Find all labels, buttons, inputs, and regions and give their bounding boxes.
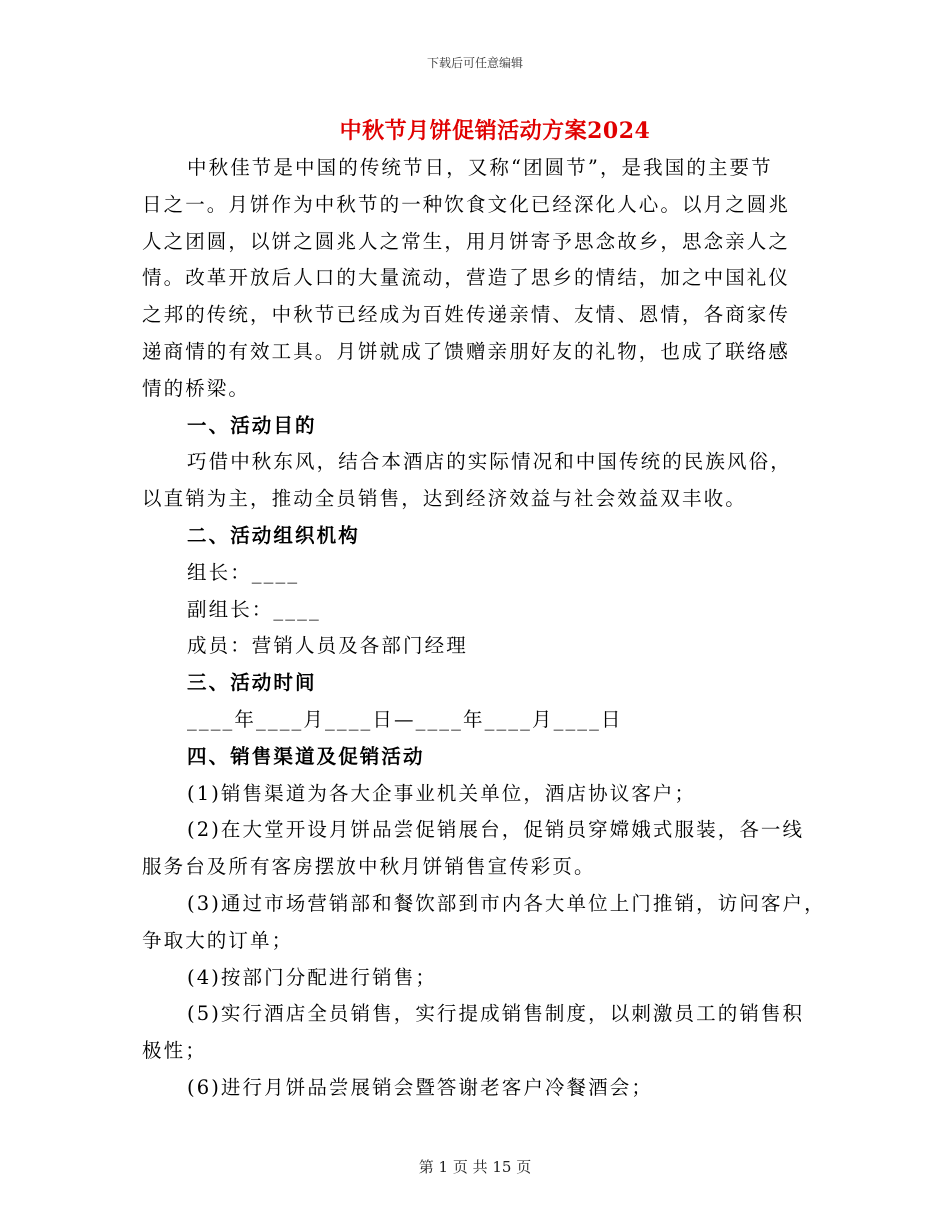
intro-line: 情。改革开放后人口的大量流动，营造了思乡的情结，加之中国礼仪 (142, 266, 791, 290)
leader-line: 组长：____ (187, 560, 300, 584)
section-heading: 三、活动时间 (187, 671, 317, 695)
section-line: 以直销为主，推动全员销售，达到经济效益与社会效益双丰收。 (142, 487, 747, 511)
list-item: (4)按部门分配进行销售； (187, 965, 437, 989)
list-item: (2)在大堂开设月饼品尝促销展台，促销员穿嫦娥式服装，各一线 (187, 818, 805, 842)
list-item: (6)进行月饼品尝展销会暨答谢老客户冷餐酒会； (187, 1075, 653, 1099)
section-heading: 二、活动组织机构 (187, 523, 360, 547)
page-number: 第 1 页 共 15 页 (418, 1158, 532, 1176)
document-body (142, 150, 826, 1107)
members-line: 成员：营销人员及各部门经理 (187, 634, 468, 658)
intro-line: 情的桥梁。 (142, 376, 251, 400)
intro-line: 日之一。月饼作为中秋节的一种饮食文化已经深化人心。以月之圆兆 (142, 192, 791, 216)
list-item: (1)销售渠道为各大企事业机关单位，酒店协议客户； (187, 781, 697, 805)
intro-line: 人之团圆，以饼之圆兆人之常生，用月饼寄予思念故乡，思念亲人之 (142, 229, 791, 253)
list-item-continuation: 极性； (142, 1039, 207, 1063)
list-item-continuation: 争取大的订单； (142, 928, 294, 952)
section-line: 巧借中秋东风，结合本酒店的实际情况和中国传统的民族风俗， (187, 450, 792, 474)
list-item: (3)通过市场营销部和餐饮部到市内各大单位上门推销，访问客户， (187, 891, 826, 915)
document-title: 中秋节月饼促销活动方案2024 (339, 118, 651, 144)
intro-line: 之邦的传统，中秋节已经成为百姓传递亲情、友情、恩情，各商家传 (142, 303, 791, 327)
list-item: (5)实行酒店全员销售，实行提成销售制度，以刺激员工的销售积 (187, 1002, 805, 1026)
list-item-continuation: 服务台及所有客房摆放中秋月饼销售宣传彩页。 (142, 855, 596, 879)
time-line: ____年____月____日—____年____月____日 (187, 707, 623, 731)
section-heading: 四、销售渠道及促销活动 (187, 744, 425, 768)
intro-line: 递商情的有效工具。月饼就成了馈赠亲朋好友的礼物，也成了联络感 (142, 339, 791, 363)
section-heading: 一、活动目的 (187, 413, 317, 437)
header-note: 下载后可任意编辑 (426, 56, 523, 70)
vice-leader-line: 副组长：____ (187, 597, 321, 621)
intro-line: 中秋佳节是中国的传统节日，又称“团圆节”，是我国的主要节 (187, 156, 773, 179)
